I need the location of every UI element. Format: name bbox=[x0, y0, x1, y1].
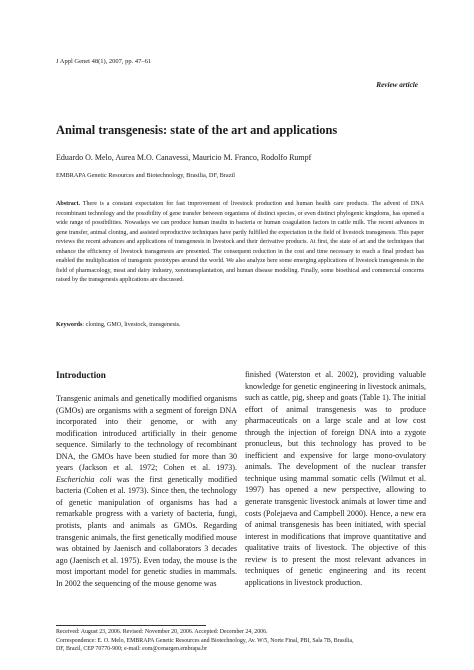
introduction-right-column: finished (Waterston et al. 2002), providing valuable knowledge for genetic engineering in livestock animals, such as cattle, pig, sheep and goats (Table 1). The initial effort of animal transgenesis was to produce pharmaceuticals on a large scale and at low cost through the injection of foreign DNA into a zygote pronucleus, but this technology has proved to be inefficient and expensive for large mono-ovulatory animals. The development of the nuclear transfer technique using mammal somatic cells (Wilmut et al. 1997) has opened a new perspective, allowing to generate transgenic livestock animals at lower time and costs (Polejaeva and Campbell 2000). Hence, a new era of animal transgenesis has been initiated, with special interest in modifications that improve quantitative and qualitative traits of livestock. The objective of this review is to present the most relevant advances in techniques of genetic engineering and its recent applications in livestock production. bbox=[245, 370, 426, 587]
author-list: Eduardo O. Melo, Aurea M.O. Canavessi, Mauricio M. Franco, Rodolfo Rumpf bbox=[56, 153, 312, 162]
affiliation: EMBRAPA Genetic Resources and Biotechnology, Brasilia, DF, Brazil bbox=[56, 172, 235, 179]
introduction-left-column bbox=[56, 393, 237, 589]
keywords-label: Keywords bbox=[56, 322, 83, 328]
journal-reference: J Appl Genet 48(1), 2007, pp. 47–61 bbox=[56, 58, 152, 65]
article-type-label: Review article bbox=[376, 81, 418, 89]
article-title: Animal transgenesis: state of the art and applications bbox=[56, 123, 338, 137]
abstract bbox=[56, 200, 424, 286]
abstract-label: Abstract. bbox=[56, 201, 81, 207]
keywords bbox=[56, 322, 181, 328]
intro-text-part-1: Transgenic animals and genetically modified organisms (GMOs) are organisms with a segment of foreign DNA incorporated into their genome, or with any modification introduced artificially in their genome sequence. Similarly to the technology of recombinant DNA, the GMOs have been studied for more than 30 years (Jackson et al. 1972; Cohen et al. 1973). bbox=[56, 394, 237, 473]
keywords-text: : cloning, GMO, livestock, transgenesis. bbox=[82, 322, 181, 328]
footnote-received: Received: August 23, 2006. Revised: November 20, 2006. Accepted: December 24, 2006. bbox=[56, 629, 268, 635]
footnote-divider bbox=[56, 625, 206, 626]
footnote-address: DF, Brazil, CEP 70770-900; e-mail: eom@cenargen.embrapa.br bbox=[56, 646, 208, 652]
footnote-correspondence: Correspondence: E. O. Melo, EMBRAPA Genetic Resources and Biotechnology, Av. W/5, Norte Final, PBI, Sala 7B, Brasilia, bbox=[56, 638, 354, 644]
intro-italic-species: Escherichia coli bbox=[56, 474, 112, 484]
section-heading-introduction: Introduction bbox=[56, 370, 106, 380]
intro-text-part-2: was the first genetically modified bacteria (Cohen et al. 1973). Since then, the technology of genetic manipulation of organisms has had a remarkable progress with a variety of bacteria, fungi, protists, plants and animals as GMOs. Regarding transgenic animals, the first genetically modified mouse was obtained by Jaenisch and collaborators 3 decades ago (Jaenisch et al. 1975). Even today, the mouse is the most important model for genetic studies in mammals. In 2002 the sequencing of the mouse genome was bbox=[56, 474, 237, 588]
abstract-text: There is a constant expectation for fast improvement of livestock production and human health care products. The advent of DNA recombinant technology and the possibility of gene transfer between organisms of distinct species, or even distinct phylogenic kingdoms, has opened a wide range of possibilities. Nowadays we can produce human insulin in bacteria or human coagulation factors in cattle milk. The recent advances in gene transfer, animal cloning, and assisted reproductive techniques have partly fulfilled the expectation in the field of livestock transgenesis. This paper reviews the recent advances and applications of transgenesis in livestock and their derivative products. At first, the state of art and the techniques that enhance the efficiency of livestock transgenesis are presented. The consequent reduction in the cost and time necessary to reach a final product has enabled the multiplication of transgenic prototypes around the world. We also analyze here some emerging applications of livestock transgenesis in the field of pharmacology, meat and dairy industry, xenotransplantation, and human disease modeling. Finally, some bioethical and commercial concerns raised by the transgenesis applications are discussed. bbox=[56, 201, 424, 284]
